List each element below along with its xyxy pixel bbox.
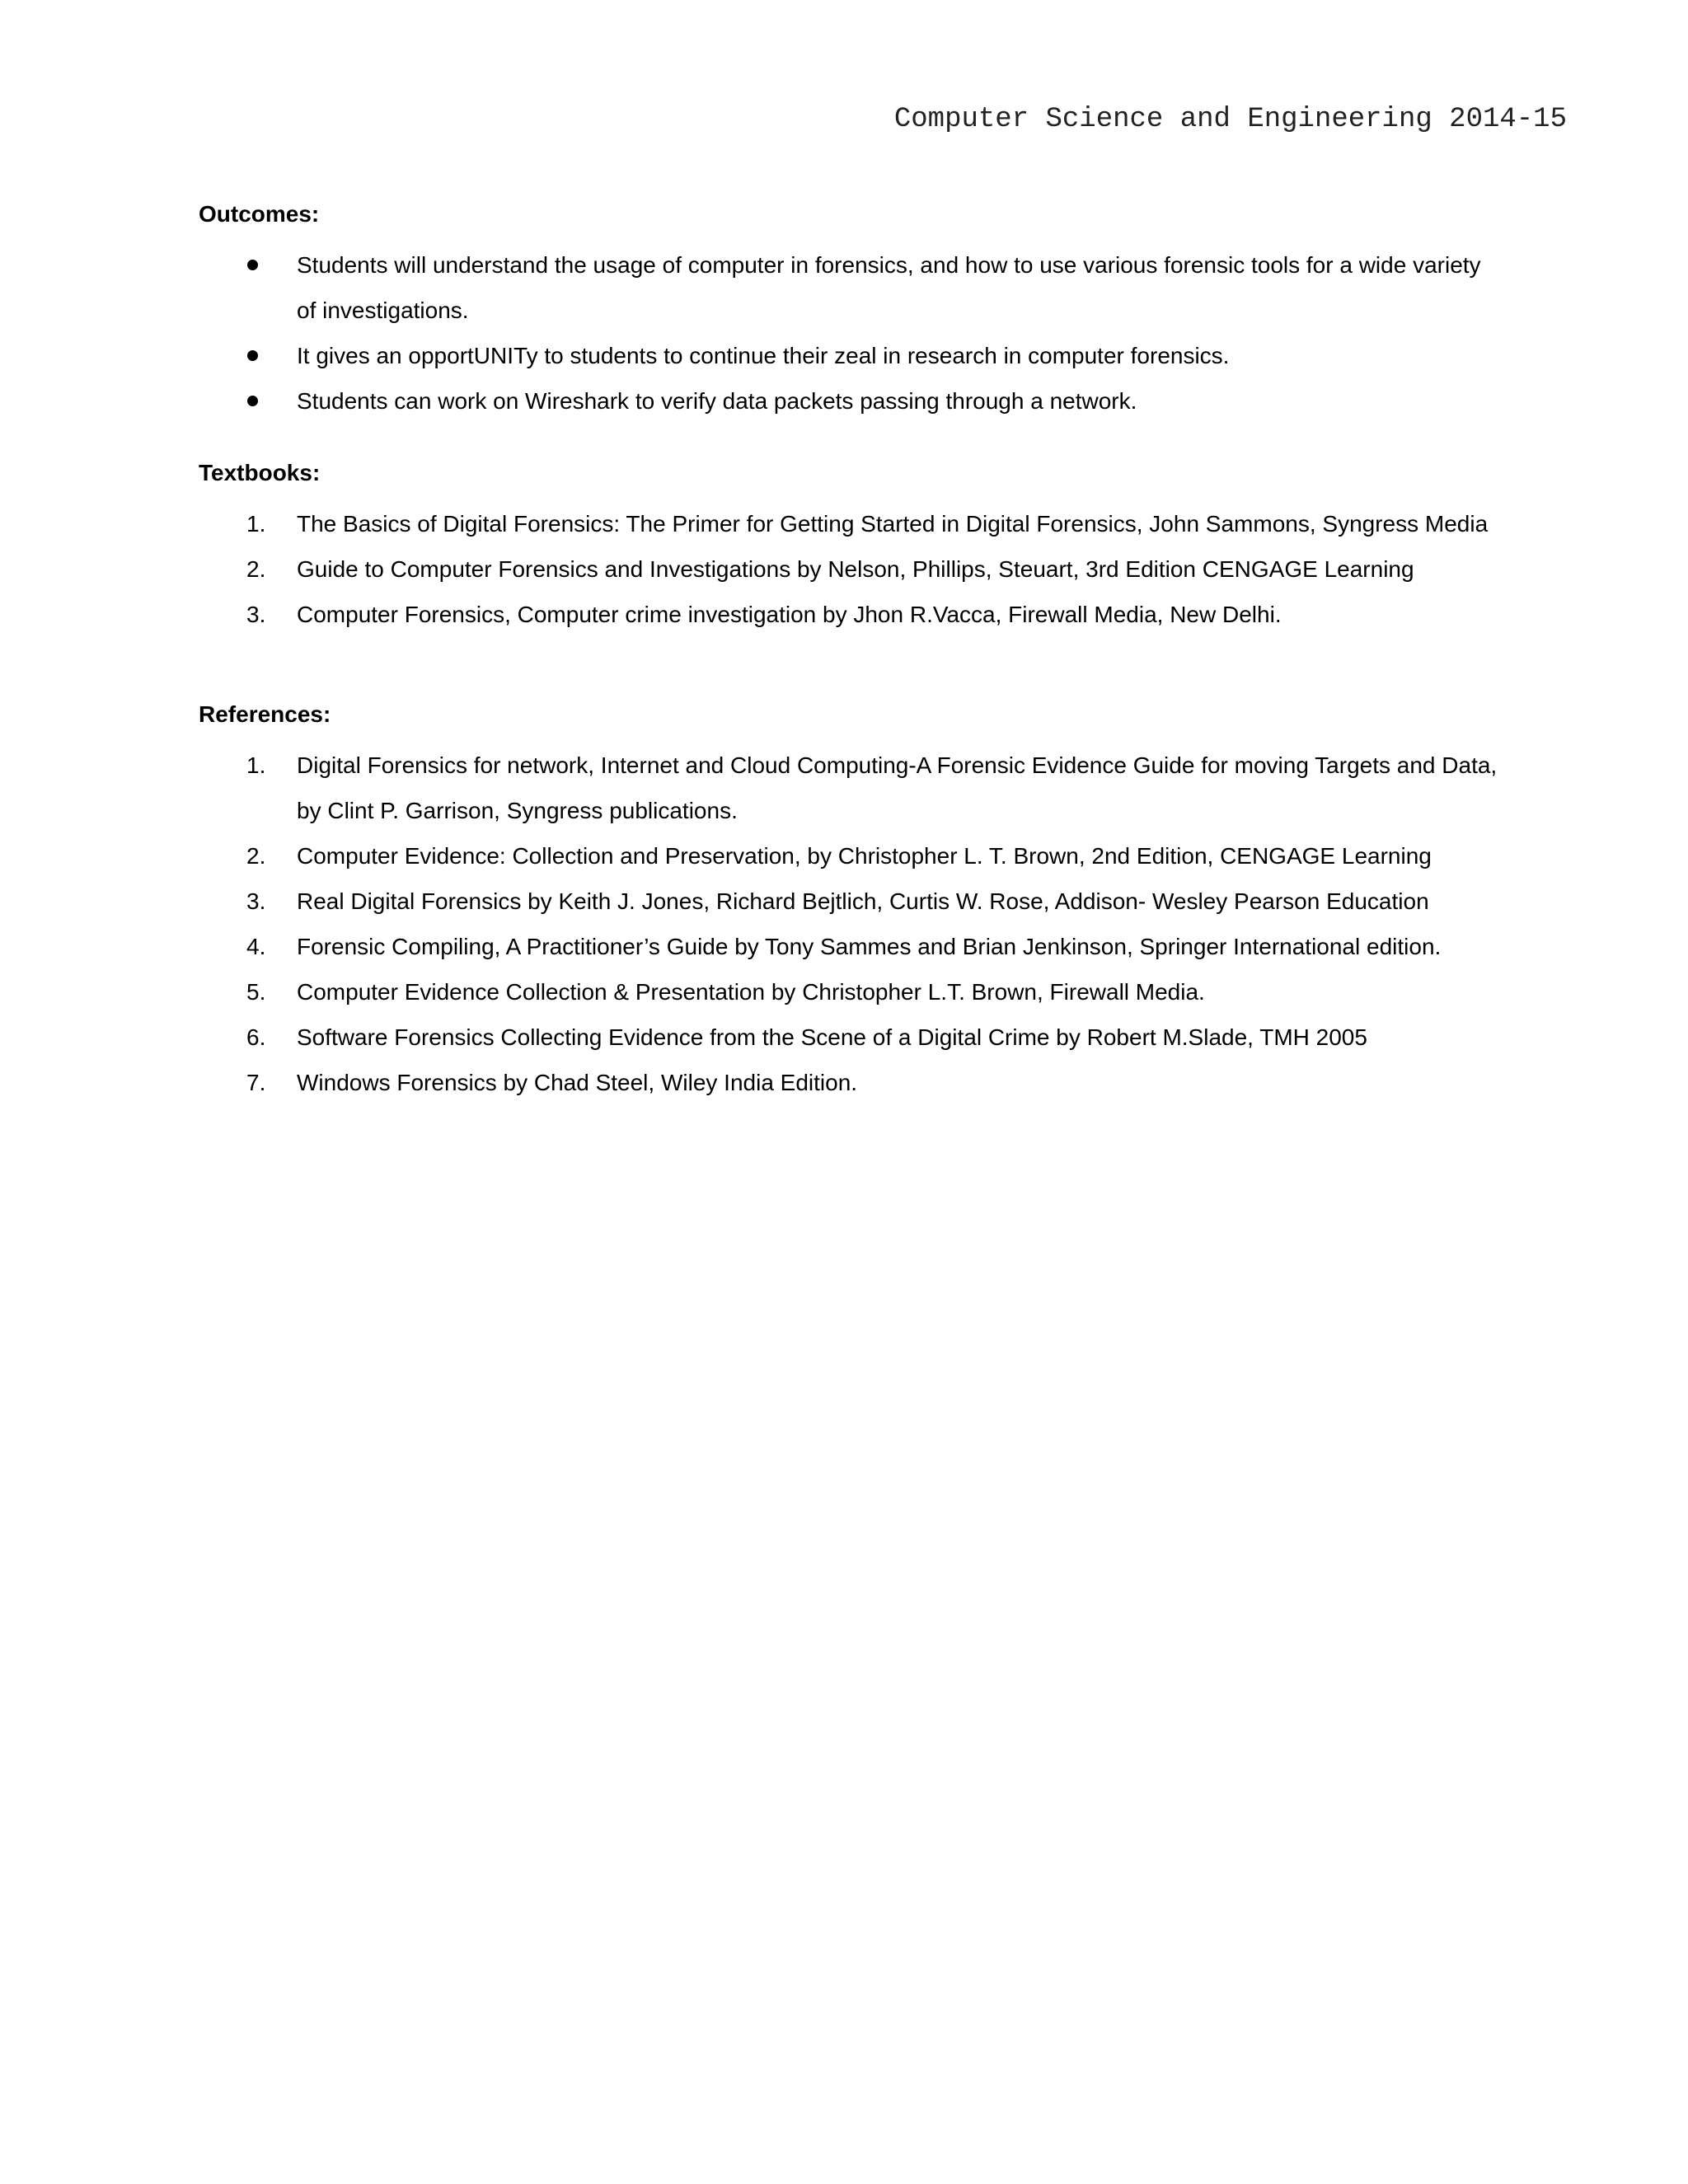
reference-item (199, 743, 1501, 833)
textbook-item (199, 546, 1501, 592)
textbooks-section (199, 457, 1501, 637)
page-header: Computer Science and Engineering 2014-15 (893, 104, 1567, 135)
reference-text: Computer Evidence Collection & Presentation by Christopher L.T. Brown, Firewall Media. (297, 979, 1205, 1005)
item-number: 3. (246, 888, 266, 914)
textbook-text: Guide to Computer Forensics and Investigations by Nelson, Phillips, Steuart, 3rd Edition CENGAGE Learning (297, 556, 1414, 582)
outcomes-list (199, 242, 1501, 424)
reference-item (199, 969, 1501, 1015)
outcomes-section (199, 198, 1501, 424)
item-number: 1. (246, 511, 266, 537)
bullet-icon (247, 396, 258, 406)
reference-item (199, 879, 1501, 924)
item-number: 6. (246, 1024, 266, 1050)
reference-text: Forensic Compiling, A Practitioner’s Guide by Tony Sammes and Brian Jenkinson, Springer International edition. (297, 934, 1442, 959)
reference-text: Digital Forensics for network, Internet and Cloud Computing-A Forensic Evidence Guide for moving Targets and Data, by Clint P. Garrison, Syngress publications. (297, 752, 1498, 823)
reference-text: Computer Evidence: Collection and Preservation, by Christopher L. T. Brown, 2nd Edition, CENGAGE Learning (297, 843, 1432, 869)
textbooks-list (199, 501, 1501, 637)
reference-item (199, 1015, 1501, 1060)
references-section (199, 698, 1501, 1105)
reference-item (199, 1060, 1501, 1105)
item-number: 2. (246, 556, 266, 582)
textbook-item (199, 592, 1501, 637)
item-number: 4. (246, 934, 266, 959)
references-list (199, 743, 1501, 1105)
outcome-item (199, 378, 1501, 424)
outcome-item (199, 333, 1501, 378)
outcome-text: Students will understand the usage of computer in forensics, and how to use various forensic tools for a wide variety of investigations. (297, 252, 1481, 323)
outcome-text: Students can work on Wireshark to verify data packets passing through a network. (297, 388, 1137, 414)
item-number: 2. (246, 843, 266, 869)
outcome-text: It gives an opportUNITy to students to continue their zeal in research in computer forensics. (297, 343, 1230, 368)
item-number: 7. (246, 1070, 266, 1095)
reference-text: Software Forensics Collecting Evidence from the Scene of a Digital Crime by Robert M.Slade, TMH 2005 (297, 1024, 1367, 1050)
textbook-text: Computer Forensics, Computer crime investigation by Jhon R.Vacca, Firewall Media, New Delhi. (297, 602, 1282, 627)
reference-text: Windows Forensics by Chad Steel, Wiley India Edition. (297, 1070, 858, 1095)
outcome-item (199, 242, 1501, 333)
textbook-text: The Basics of Digital Forensics: The Primer for Getting Started in Digital Forensics, John Sammons, Syngress Media (297, 511, 1489, 537)
reference-item (199, 833, 1501, 879)
reference-item (199, 924, 1501, 969)
item-number: 5. (246, 979, 266, 1005)
textbooks-heading: Textbooks: (199, 460, 321, 485)
outcomes-heading: Outcomes: (199, 201, 320, 227)
item-number: 3. (246, 602, 266, 627)
document-body (199, 198, 1501, 1105)
references-heading: References: (199, 701, 331, 727)
bullet-icon (247, 350, 258, 361)
reference-text: Real Digital Forensics by Keith J. Jones, Richard Bejtlich, Curtis W. Rose, Addison- Wesley Pearson Education (297, 888, 1429, 914)
item-number: 1. (246, 752, 266, 778)
textbook-item (199, 501, 1501, 546)
bullet-icon (247, 260, 258, 270)
